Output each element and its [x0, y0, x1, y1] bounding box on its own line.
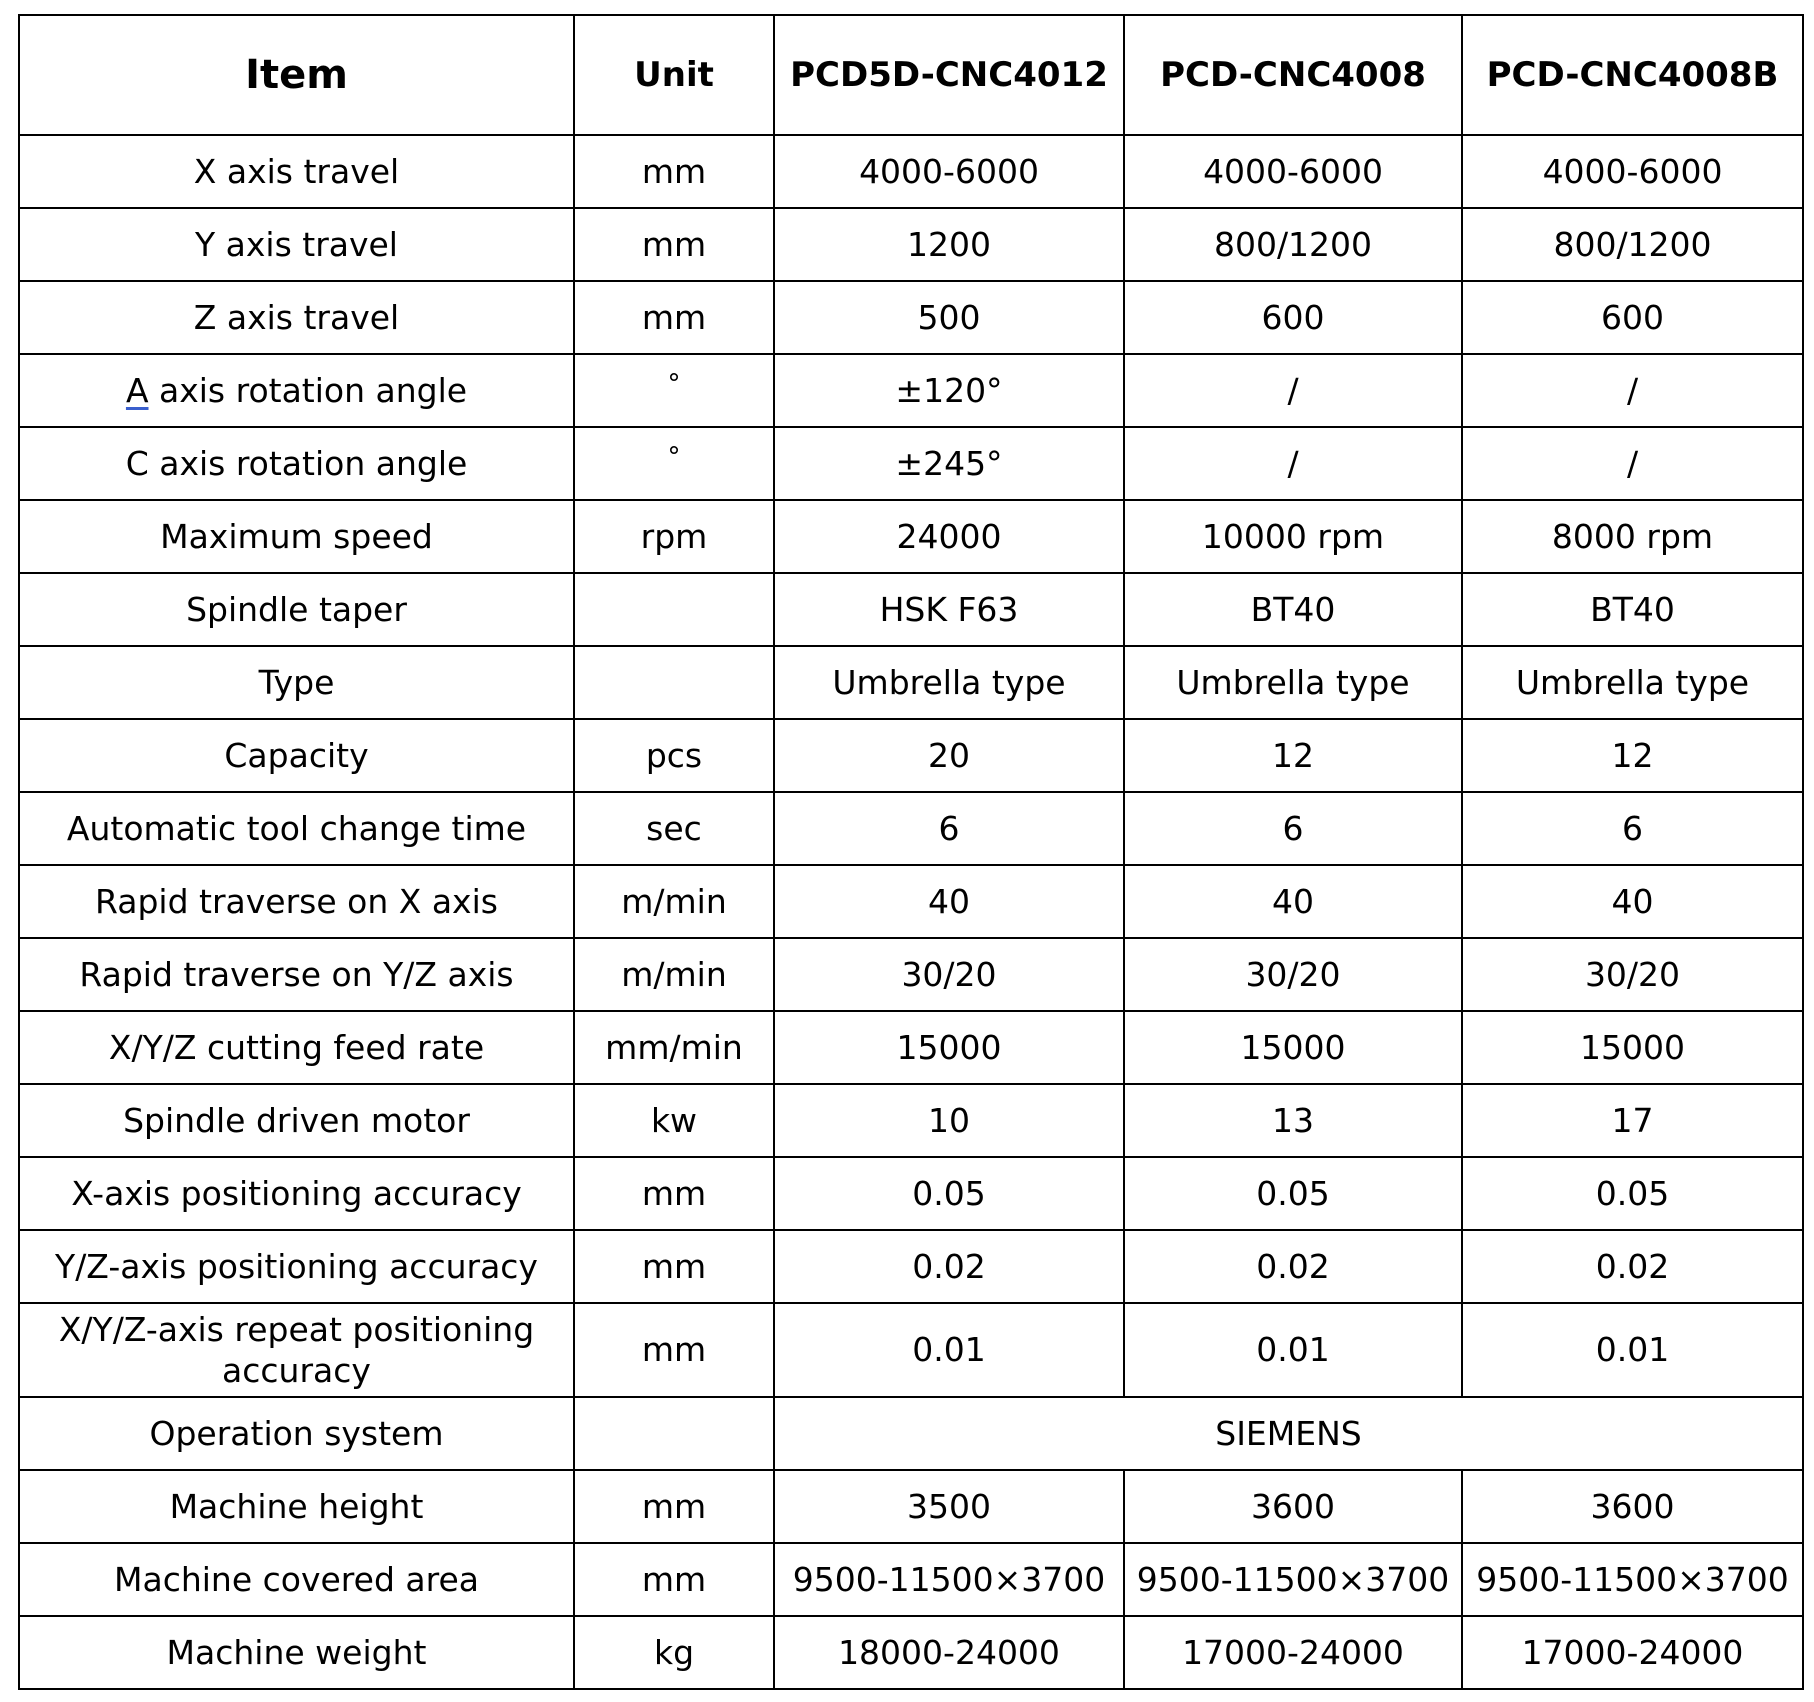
row-value: Umbrella type	[1462, 646, 1803, 719]
header-model-1: PCD5D-CNC4012	[774, 15, 1124, 135]
header-unit: Unit	[574, 15, 774, 135]
row-value: 600	[1124, 281, 1462, 354]
row-value: 40	[1124, 865, 1462, 938]
row-value: 30/20	[1124, 938, 1462, 1011]
row-value: 30/20	[774, 938, 1124, 1011]
row-value: 3500	[774, 1470, 1124, 1543]
row-item: X-axis positioning accuracy	[19, 1157, 574, 1230]
row-item: Y/Z-axis positioning accuracy	[19, 1230, 574, 1303]
row-item: Machine weight	[19, 1616, 574, 1689]
row-value: 9500-11500×3700	[1462, 1543, 1803, 1616]
table-row	[19, 1303, 1803, 1397]
row-unit: mm	[574, 208, 774, 281]
row-unit: sec	[574, 792, 774, 865]
row-item: Z axis travel	[19, 281, 574, 354]
row-unit: pcs	[574, 719, 774, 792]
row-unit: m/min	[574, 865, 774, 938]
row-value: 15000	[1124, 1011, 1462, 1084]
row-value: 6	[1462, 792, 1803, 865]
row-value: BT40	[1124, 573, 1462, 646]
row-unit	[574, 354, 774, 427]
row-item: Spindle driven motor	[19, 1084, 574, 1157]
row-value: 0.01	[1124, 1303, 1462, 1397]
row-value: 20	[774, 719, 1124, 792]
row-unit: mm	[574, 1303, 774, 1397]
row-value: 13	[1124, 1084, 1462, 1157]
row-item: Type	[19, 646, 574, 719]
row-value: 0.05	[1462, 1157, 1803, 1230]
row-item-rest: axis rotation angle	[148, 370, 468, 410]
row-value: 500	[774, 281, 1124, 354]
row-unit: mm/min	[574, 1011, 774, 1084]
row-value: 4000-6000	[1462, 135, 1803, 208]
row-unit: m/min	[574, 938, 774, 1011]
row-value: 17000-24000	[1124, 1616, 1462, 1689]
table-row	[19, 135, 1803, 208]
spec-table	[18, 14, 1804, 1690]
row-unit	[574, 573, 774, 646]
row-value: 1200	[774, 208, 1124, 281]
row-value: 0.01	[774, 1303, 1124, 1397]
row-item: Maximum speed	[19, 500, 574, 573]
row-unit	[574, 646, 774, 719]
row-item: X/Y/Z cutting feed rate	[19, 1011, 574, 1084]
row-item: Rapid traverse on X axis	[19, 865, 574, 938]
row-item: Machine covered area	[19, 1543, 574, 1616]
row-merged-value: SIEMENS	[774, 1397, 1803, 1470]
header-model-3: PCD-CNC4008B	[1462, 15, 1803, 135]
row-value: 9500-11500×3700	[774, 1543, 1124, 1616]
row-item: Spindle taper	[19, 573, 574, 646]
row-unit	[574, 1397, 774, 1470]
row-value: Umbrella type	[774, 646, 1124, 719]
table-row	[19, 500, 1803, 573]
table-row	[19, 1084, 1803, 1157]
degree-unit: °	[667, 368, 681, 399]
row-value: 0.02	[774, 1230, 1124, 1303]
row-value: 0.01	[1462, 1303, 1803, 1397]
table-row	[19, 1230, 1803, 1303]
table-row	[19, 1011, 1803, 1084]
row-value: 3600	[1124, 1470, 1462, 1543]
row-value: 0.05	[1124, 1157, 1462, 1230]
table-row	[19, 646, 1803, 719]
row-value: 8000 rpm	[1462, 500, 1803, 573]
row-value: /	[1462, 354, 1803, 427]
degree-unit: °	[667, 441, 681, 472]
row-unit: mm	[574, 135, 774, 208]
row-value: 12	[1124, 719, 1462, 792]
row-value: 4000-6000	[1124, 135, 1462, 208]
header-model-2: PCD-CNC4008	[1124, 15, 1462, 135]
row-item: X/Y/Z-axis repeat positioning accuracy	[19, 1303, 574, 1397]
row-item: C axis rotation angle	[19, 427, 574, 500]
row-value: 40	[1462, 865, 1803, 938]
row-value: BT40	[1462, 573, 1803, 646]
row-value: /	[1124, 427, 1462, 500]
row-value: 15000	[1462, 1011, 1803, 1084]
row-value: 0.02	[1124, 1230, 1462, 1303]
header-row	[19, 15, 1803, 135]
table-row	[19, 1157, 1803, 1230]
row-unit	[574, 427, 774, 500]
row-value: ±245°	[774, 427, 1124, 500]
table-row	[19, 792, 1803, 865]
row-unit: rpm	[574, 500, 774, 573]
row-value: 15000	[774, 1011, 1124, 1084]
row-item: Machine height	[19, 1470, 574, 1543]
row-value: 12	[1462, 719, 1803, 792]
table-row	[19, 281, 1803, 354]
row-item: Capacity	[19, 719, 574, 792]
row-item: X axis travel	[19, 135, 574, 208]
row-value: 800/1200	[1462, 208, 1803, 281]
row-value: 9500-11500×3700	[1124, 1543, 1462, 1616]
table-row	[19, 1543, 1803, 1616]
row-item-underlined-letter: A	[125, 370, 149, 410]
row-value: 800/1200	[1124, 208, 1462, 281]
row-value: 4000-6000	[774, 135, 1124, 208]
row-value: 10000 rpm	[1124, 500, 1462, 573]
row-item: Automatic tool change time	[19, 792, 574, 865]
table-row	[19, 938, 1803, 1011]
table-row	[19, 1470, 1803, 1543]
table-row	[19, 354, 1803, 427]
table-row	[19, 1616, 1803, 1689]
table-row	[19, 573, 1803, 646]
table-row	[19, 208, 1803, 281]
row-item	[19, 354, 574, 427]
row-value: /	[1124, 354, 1462, 427]
row-value: 3600	[1462, 1470, 1803, 1543]
row-value: 30/20	[1462, 938, 1803, 1011]
row-unit: mm	[574, 1230, 774, 1303]
table-row	[19, 427, 1803, 500]
row-item: Rapid traverse on Y/Z axis	[19, 938, 574, 1011]
row-unit: kg	[574, 1616, 774, 1689]
row-unit: mm	[574, 281, 774, 354]
row-value: ±120°	[774, 354, 1124, 427]
row-value: 17000-24000	[1462, 1616, 1803, 1689]
table-row	[19, 719, 1803, 792]
row-value: 18000-24000	[774, 1616, 1124, 1689]
row-unit: mm	[574, 1470, 774, 1543]
row-value: 6	[774, 792, 1124, 865]
row-value: 17	[1462, 1084, 1803, 1157]
table-row	[19, 865, 1803, 938]
row-unit: kw	[574, 1084, 774, 1157]
row-value: 40	[774, 865, 1124, 938]
row-value: 6	[1124, 792, 1462, 865]
spec-table-container	[18, 14, 1802, 1690]
row-unit: mm	[574, 1543, 774, 1616]
table-row	[19, 1397, 1803, 1470]
row-value: 10	[774, 1084, 1124, 1157]
row-value: 0.02	[1462, 1230, 1803, 1303]
row-value: 24000	[774, 500, 1124, 573]
row-value: /	[1462, 427, 1803, 500]
row-value: Umbrella type	[1124, 646, 1462, 719]
row-item: Y axis travel	[19, 208, 574, 281]
row-value: HSK F63	[774, 573, 1124, 646]
row-item: Operation system	[19, 1397, 574, 1470]
row-unit: mm	[574, 1157, 774, 1230]
row-value: 600	[1462, 281, 1803, 354]
header-item: Item	[19, 15, 574, 135]
row-value: 0.05	[774, 1157, 1124, 1230]
